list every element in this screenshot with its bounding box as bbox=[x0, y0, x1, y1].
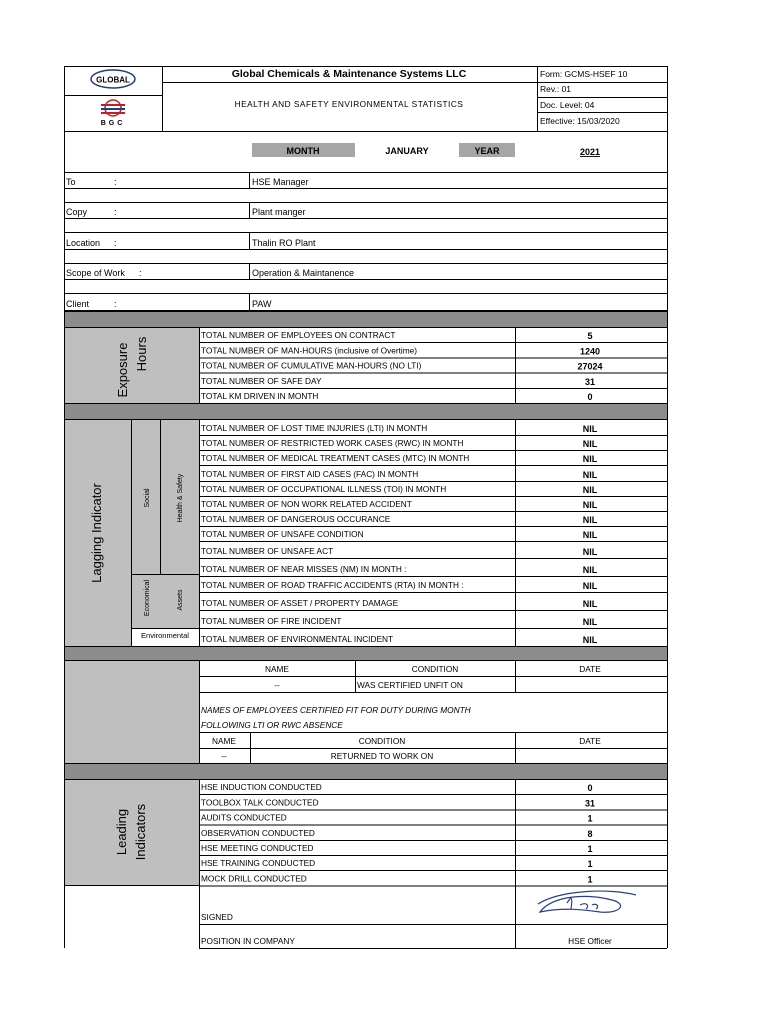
row-value: NIL bbox=[582, 515, 598, 525]
section-divider-band bbox=[64, 311, 667, 327]
unfit-condition-header: CONDITION bbox=[411, 664, 459, 674]
economical-label: Economical bbox=[144, 579, 151, 617]
environmental-label: Environmental bbox=[141, 631, 189, 640]
fit-note: NAMES OF EMPLOYEES CERTIFIED FIT FOR DUTY DURING MONTH bbox=[201, 705, 471, 715]
form-number: Form: GCMS-HSEF 10 bbox=[540, 69, 628, 79]
exposure-label: Exposure bbox=[115, 342, 130, 398]
year-value: 2021 bbox=[579, 147, 601, 157]
row-value: NIL bbox=[582, 470, 598, 480]
global-logo-text: GLOBAL bbox=[96, 75, 130, 85]
row-value: 1 bbox=[587, 813, 593, 824]
row-label: TOTAL NUMBER OF DANGEROUS OCCURANCE bbox=[201, 514, 391, 524]
info-label: Scope of Work bbox=[66, 268, 125, 278]
info-colon: : bbox=[114, 207, 117, 217]
lagging-label: Lagging Indicator bbox=[89, 483, 104, 583]
fit-note: FOLLOWING LTI OR RWC ABSENCE bbox=[201, 720, 343, 730]
row-value: 1240 bbox=[579, 346, 601, 357]
signed-label: SIGNED bbox=[201, 912, 233, 922]
row-value: NIL bbox=[582, 547, 598, 557]
row-label: AUDITS CONDUCTED bbox=[201, 812, 287, 823]
revision: Rev.: 01 bbox=[540, 84, 572, 94]
fit-name-header: NAME bbox=[212, 736, 236, 746]
effective-date: Effective: 15/03/2020 bbox=[540, 116, 620, 126]
leading-label: Leading bbox=[114, 808, 129, 856]
assets-label: Assets bbox=[177, 589, 184, 611]
row-label: TOTAL NUMBER OF MEDICAL TREATMENT CASES (MTC) IN MONTH bbox=[201, 453, 470, 463]
row-label: TOTAL NUMBER OF UNSAFE ACT bbox=[201, 546, 334, 556]
row-value: NIL bbox=[582, 500, 598, 510]
unfit-name: -- bbox=[274, 680, 280, 690]
row-value: NIL bbox=[582, 424, 598, 434]
position-label: POSITION IN COMPANY bbox=[201, 936, 295, 946]
unfit-condition: WAS CERTIFIED UNFIT ON bbox=[357, 680, 463, 690]
row-value: NIL bbox=[582, 485, 598, 495]
doc-level: Doc. Level: 04 bbox=[540, 100, 595, 110]
row-value: NIL bbox=[582, 635, 598, 645]
row-value: NIL bbox=[582, 439, 598, 449]
row-label: TOTAL NUMBER OF NON WORK RELATED ACCIDENT bbox=[201, 499, 412, 509]
row-value: 1 bbox=[587, 844, 593, 854]
row-label: TOTAL NUMBER OF NEAR MISSES (NM) IN MONTH : bbox=[201, 564, 407, 574]
row-value: 0 bbox=[587, 783, 593, 794]
position-value: HSE Officer bbox=[568, 936, 612, 946]
section-divider-band bbox=[64, 403, 667, 419]
month-label: MONTH bbox=[286, 146, 320, 156]
info-label: Client bbox=[66, 299, 90, 309]
row-label: OBSERVATION CONDUCTED bbox=[201, 827, 315, 838]
info-colon: : bbox=[139, 268, 142, 278]
row-label: TOTAL NUMBER OF ROAD TRAFFIC ACCIDENTS (RTA) IN MONTH : bbox=[201, 580, 464, 590]
info-label: Copy bbox=[66, 207, 88, 217]
bgc-logo-text: BGC bbox=[100, 120, 126, 127]
row-value: NIL bbox=[582, 565, 598, 575]
fit-name: -- bbox=[221, 751, 227, 761]
info-label: Location bbox=[66, 238, 101, 248]
fit-condition-header: CONDITION bbox=[358, 736, 406, 746]
unfit-name-header: NAME bbox=[265, 664, 289, 674]
info-value: Thalin RO Plant bbox=[252, 238, 316, 248]
row-value: 31 bbox=[584, 798, 596, 809]
row-value: NIL bbox=[582, 599, 598, 609]
unfit-date-header: DATE bbox=[579, 664, 601, 674]
health-safety-label: Health & Safety bbox=[177, 473, 184, 523]
row-value: NIL bbox=[582, 454, 598, 464]
bgc-logo bbox=[101, 100, 125, 116]
row-value: 8 bbox=[587, 828, 593, 839]
row-label: TOTAL NUMBER OF LOST TIME INJURIES (LTI) IN MONTH bbox=[201, 423, 428, 433]
lagging-subgroup bbox=[131, 419, 199, 628]
row-label: TOTAL NUMBER OF CUMULATIVE MAN-HOURS (NO LTI) bbox=[201, 360, 422, 371]
row-label: TOTAL NUMBER OF ASSET / PROPERTY DAMAGE bbox=[201, 598, 399, 608]
row-value: 27024 bbox=[577, 361, 603, 372]
row-label: MOCK DRILL CONDUCTED bbox=[201, 873, 307, 884]
info-value: PAW bbox=[252, 299, 272, 309]
info-value: Plant manger bbox=[252, 207, 306, 217]
row-label: TOTAL KM DRIVEN IN MONTH bbox=[201, 391, 319, 401]
fit-date-header: DATE bbox=[579, 736, 601, 746]
year-label: YEAR bbox=[474, 146, 500, 156]
fit-condition: RETURNED TO WORK ON bbox=[330, 751, 434, 761]
row-label: HSE MEETING CONDUCTED bbox=[201, 843, 314, 853]
unfit-fit-section bbox=[64, 660, 199, 763]
document-title: HEALTH AND SAFETY ENVIRONMENTAL STATISTICS bbox=[234, 99, 464, 109]
hours-label: Hours bbox=[134, 336, 149, 372]
info-colon: : bbox=[114, 177, 117, 187]
info-colon: : bbox=[114, 238, 117, 248]
row-label: TOTAL NUMBER OF FIRE INCIDENT bbox=[201, 616, 342, 626]
row-label: TOTAL NUMBER OF ENVIRONMENTAL INCIDENT bbox=[201, 634, 394, 644]
row-label: TOTAL NUMBER OF FIRST AID CASES (FAC) IN MONTH bbox=[201, 469, 419, 479]
row-label: TOOLBOX TALK CONDUCTED bbox=[201, 797, 319, 808]
row-value: NIL bbox=[582, 617, 598, 627]
row-value: 0 bbox=[587, 392, 593, 402]
info-colon: : bbox=[114, 299, 117, 309]
company-name: Global Chemicals & Maintenance Systems LLC bbox=[231, 68, 467, 80]
row-value: NIL bbox=[582, 530, 598, 540]
row-value: NIL bbox=[582, 581, 598, 591]
info-value: HSE Manager bbox=[252, 177, 309, 187]
exposure-hours-section bbox=[64, 327, 199, 403]
row-label: HSE TRAINING CONDUCTED bbox=[201, 858, 316, 869]
row-label: TOTAL NUMBER OF UNSAFE CONDITION bbox=[201, 529, 364, 539]
row-value: 5 bbox=[587, 331, 593, 342]
row-label: TOTAL NUMBER OF MAN-HOURS (inclusive of Overtime) bbox=[201, 345, 418, 356]
section-divider-band bbox=[64, 763, 667, 779]
info-label: To bbox=[66, 177, 76, 187]
row-value: 1 bbox=[587, 859, 593, 870]
row-value: 31 bbox=[584, 376, 596, 387]
row-label: TOTAL NUMBER OF SAFE DAY bbox=[201, 375, 322, 386]
leading-indicators-section bbox=[64, 779, 199, 885]
month-value: JANUARY bbox=[385, 146, 429, 156]
indicators-label: Indicators bbox=[133, 803, 148, 861]
row-label: TOTAL NUMBER OF EMPLOYEES ON CONTRACT bbox=[201, 330, 396, 341]
row-label: HSE INDUCTION CONDUCTED bbox=[201, 782, 322, 793]
social-label: Social bbox=[144, 488, 151, 508]
info-value: Operation & Maintanence bbox=[252, 268, 355, 278]
section-divider-band bbox=[64, 646, 667, 660]
row-label: TOTAL NUMBER OF RESTRICTED WORK CASES (RWC) IN MONTH bbox=[201, 438, 464, 448]
signature bbox=[538, 891, 636, 912]
row-label: TOTAL NUMBER OF OCCUPATIONAL ILLNESS (TOI) IN MONTH bbox=[201, 484, 447, 494]
row-value: 1 bbox=[587, 874, 593, 885]
